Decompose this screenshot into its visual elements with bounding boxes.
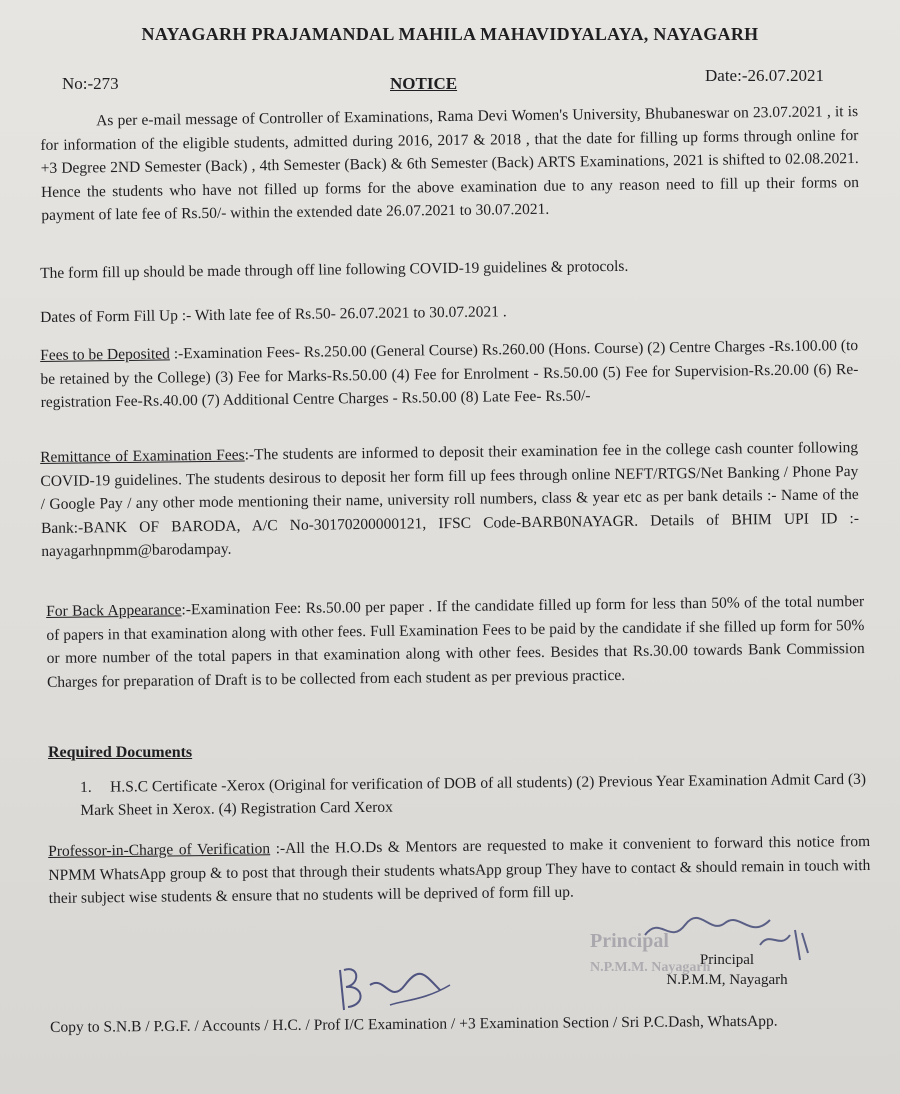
- notice-date: Date:-26.07.2021: [705, 66, 824, 85]
- notice-label: NOTICE: [390, 74, 458, 93]
- copy-to-footer: Copy to S.N.B / P.G.F. / Accounts / H.C. / Prof I/C Examination / +3 Examination Section / Sri P.C.Dash, WhatsApp.: [50, 1012, 778, 1036]
- remittance-heading: Remittance of Examination Fees: [40, 446, 245, 466]
- required-documents-text: H.S.C Certificate -Xerox (Original for verification of DOB of all students) (2) Previous Year Examination Admit Card (3) Mark Sheet in Xerox. (4) Registration Card Xerox: [80, 770, 867, 819]
- list-number: 1.: [80, 778, 92, 796]
- back-appearance-heading: For Back Appearance: [46, 601, 182, 620]
- signatory-title: Principal: [699, 952, 755, 968]
- paragraph-exam-info: As per e-mail message of Controller of Examinations, Rama Devi Women's University, Bhubaneswar on 23.07.2021 , it is for information of the eligible students, admitted during 2016, 2017 & 2018 , that the date for filling up forms through online for +3 Degree 2ND Semester (Back) , 4th Semester (Back) & 6th Semester (Back) ARTS Examinations, 2021 is shifted to 02.08.2021. Hence the students who have not filled up forms for the above examination due to any reason need to fill up their forms on payment of late fee of Rs.50/- within the extended date 26.07.2021 to 30.07.2021.: [40, 103, 860, 224]
- principal-stamp-sub: N.P.M.M. Nayagarh: [590, 960, 711, 975]
- paragraph-form-dates: Dates of Form Fill Up :- With late fee of Rs.50- 26.07.2021 to 30.07.2021 .: [40, 303, 507, 326]
- back-appearance-text: :-Examination Fee: Rs.50.00 per paper . If the candidate filled up form for less than 50% of the total number of papers in that examination along with other fees. Full Examination Fees to be paid by the candidate if she filled up form for 50% or more number of the total papers in that examination along with other fees. Besides that Rs.30.00 towards Bank Commission Charges for preparation of Draft is to be collected from each student as per previous practice.: [46, 593, 865, 691]
- verification-text: :-All the H.O.Ds & Mentors are requested to make it convenient to forward this notice from NPMM WhatsApp group & to post that through their students whatsApp group They have to contact & should remain in touch with their subject wise students & ensure that no students will be deprived of form fill up.: [48, 832, 871, 907]
- paragraph-offline-form: The form fill up should be made through off line following COVID-19 guidelines & protocols.: [40, 257, 629, 282]
- notice-number: No:-273: [62, 74, 119, 93]
- signatory-office: N.P.M.M, Nayagarh: [666, 972, 788, 988]
- paragraph-verification: [48, 830, 871, 911]
- staff-signature: [330, 955, 470, 1015]
- principal-stamp: Principal: [590, 930, 669, 952]
- paragraph-remittance: [40, 436, 859, 563]
- verification-heading: Professor-in-Charge of Verification: [48, 840, 271, 860]
- required-documents-item: [80, 768, 872, 822]
- paragraph-fees: [40, 334, 859, 414]
- fees-text: :-Examination Fees- Rs.250.00 (General Course) Rs.260.00 (Hons. Course) (2) Centre Charges -Rs.100.00 (to be retained by the College) (3) Fee for Marks-Rs.50.00 (4) Fee for Enrolment - Rs.50.00 (5) Fee for Supervision-Rs.20.00 (6) Re-registration Fee-Rs.40.00 (7) Additional Centre Charges - Rs.50.00 (8) Late Fee- Rs.50/-: [40, 337, 859, 411]
- signature-block: [612, 950, 842, 990]
- college-name: NAYAGARH PRAJAMANDAL MAHILA MAHAVIDYALAYA, NAYAGARH: [141, 24, 759, 44]
- remittance-text: :-The students are informed to deposit their examination fee in the college cash counter following COVID-19 guidelines. The students desirous to deposit her form fill up fees through online NEFT/RTGS/Net Banking / Phone Pay / Google Pay / any other mode mentioning their name, university roll numbers, class & year etc as per bank details :- Name of the Bank:-BANK OF BARODA, A/C No-30170200000121, IFSC Code-BARB0NAYAGR. Details of BHIM UPI ID :- nayagarhnpmm@barodampay.: [40, 439, 860, 560]
- fees-heading: Fees to be Deposited: [40, 345, 170, 364]
- required-documents-heading: Required Documents: [48, 744, 193, 761]
- paragraph-back-appearance: [46, 590, 865, 694]
- notice-header-row: [62, 66, 824, 96]
